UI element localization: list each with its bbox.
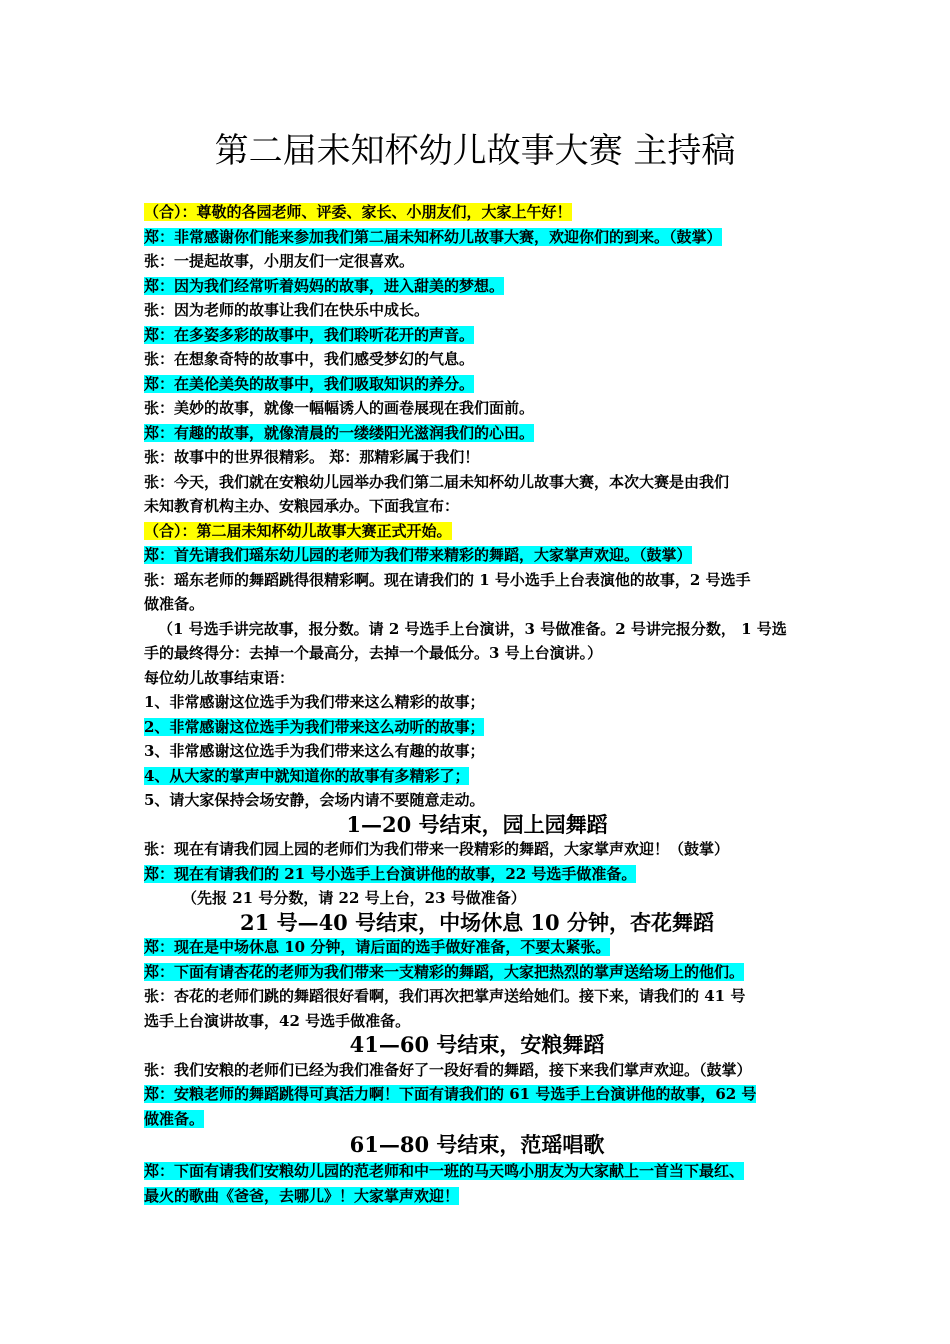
highlighted-script-line xyxy=(144,1107,810,1132)
section-heading xyxy=(144,1131,810,1159)
highlighted-script-line xyxy=(144,372,810,397)
script-line xyxy=(144,494,810,519)
line-text: 做准备。 xyxy=(144,1109,205,1128)
script-line xyxy=(144,837,810,862)
line-text: 3、非常感谢这位选手为我们带来这么有趣的故事； xyxy=(144,742,485,760)
script-line xyxy=(144,690,810,715)
line-text: （1 号选手讲完故事，报分数。请 2 号选手上台演讲，3 号做准备。2 号讲完报分数， 1 号选 xyxy=(158,619,787,638)
highlighted-script-line xyxy=(144,764,810,789)
script-line xyxy=(144,249,810,274)
line-text: 张：我们安粮的老师们已经为我们准备好了一段好看的舞蹈，接下来我们掌声欢迎。（鼓掌） xyxy=(144,1060,752,1079)
line-text: （合）：第二届未知杯幼儿故事大赛正式开始。 xyxy=(144,521,452,540)
line-text: 张：故事中的世界很精彩。 郑：那精彩属于我们！ xyxy=(144,448,480,466)
script-line xyxy=(144,666,810,691)
highlighted-script-line xyxy=(144,421,810,446)
line-text: 4、从大家的掌声中就知道你的故事有多精彩了； xyxy=(144,766,470,785)
highlighted-script-line xyxy=(144,715,810,740)
script-line xyxy=(144,298,810,323)
script-line xyxy=(144,592,810,617)
highlighted-script-line xyxy=(144,1184,810,1209)
script-line xyxy=(144,347,810,372)
line-text: 郑：非常感谢你们能来参加我们第二届未知杯幼儿故事大赛，欢迎你们的到来。（鼓掌） xyxy=(144,227,722,246)
highlighted-script-line xyxy=(144,935,810,960)
line-text: 郑：现在是中场休息 10 分钟，请后面的选手做好准备，不要太紧张。 xyxy=(144,938,611,956)
section-heading xyxy=(144,1033,810,1058)
line-text: 1—20 号结束，园上园舞蹈 xyxy=(346,811,608,837)
line-text: 郑：现在有请我们的 21 号小选手上台演讲他的故事，22 号选手做准备。 xyxy=(144,864,637,883)
page-title: 第二届未知杯幼儿故事大赛 主持稿 xyxy=(214,131,736,171)
line-text: 2、非常感谢这位选手为我们带来这么动听的故事； xyxy=(144,717,485,736)
line-text: 郑：首先请我们瑶东幼儿园的老师为我们带来精彩的舞蹈，大家掌声欢迎。（鼓掌） xyxy=(144,546,692,564)
line-text: 41—60 号结束，安粮舞蹈 xyxy=(349,1032,605,1057)
script-line xyxy=(144,886,810,911)
highlighted-script-line xyxy=(144,274,810,299)
script-line xyxy=(144,617,810,642)
highlighted-script-line xyxy=(144,200,810,225)
line-text: 张：因为老师的故事让我们在快乐中成长。 xyxy=(144,301,430,319)
line-text: 郑：有趣的故事，就像清晨的一缕缕阳光滋润我们的心田。 xyxy=(144,423,535,442)
script-line xyxy=(144,984,810,1009)
script-line xyxy=(144,641,810,666)
highlighted-script-line xyxy=(144,1082,810,1107)
highlighted-script-line xyxy=(144,323,810,348)
highlighted-script-line xyxy=(144,519,810,544)
line-text: 5、请大家保持会场安静，会场内请不要随意走动。 xyxy=(144,791,485,809)
script-line xyxy=(144,568,810,593)
line-text: 21 号—40 号结束，中场休息 10 分钟，杏花舞蹈 xyxy=(240,909,714,935)
script-line xyxy=(144,1058,810,1083)
line-text: 张：今天，我们就在安粮幼儿园举办我们第二届未知杯幼儿故事大赛，本次大赛是由我们 xyxy=(144,472,730,491)
line-text: 61—80 号结束，范瑶唱歌 xyxy=(349,1132,605,1157)
section-heading xyxy=(144,813,810,838)
script-line xyxy=(144,396,810,421)
line-text: 1、非常感谢这位选手为我们带来这么精彩的故事； xyxy=(144,693,485,711)
section-heading xyxy=(144,911,810,936)
line-text: 郑：下面有请我们安粮幼儿园的范老师和中一班的马天鸣小朋友为大家献上一首当下最红、 xyxy=(144,1162,745,1180)
line-text: 未知教育机构主办、安粮园承办。下面我宣布： xyxy=(144,497,460,515)
line-text: 张：美妙的故事，就像一幅幅诱人的画卷展现在我们面前。 xyxy=(144,399,535,417)
highlighted-script-line xyxy=(144,543,810,568)
line-text: 郑：下面有请杏花的老师为我们带来一支精彩的舞蹈，大家把热烈的掌声送给场上的他们。 xyxy=(144,962,745,981)
line-text: 张：一提起故事，小朋友们一定很喜欢。 xyxy=(144,252,415,270)
line-text: 选手上台演讲故事，42 号选手做准备。 xyxy=(144,1011,411,1030)
script-line xyxy=(144,470,810,495)
line-text: 张：在想象奇特的故事中，我们感受梦幻的气息。 xyxy=(144,350,475,368)
line-text: 郑：因为我们经常听着妈妈的故事，进入甜美的梦想。 xyxy=(144,276,505,295)
script-line xyxy=(144,1009,810,1034)
line-text: 每位幼儿故事结束语： xyxy=(144,668,295,687)
line-text: 张：瑶东老师的舞蹈跳得很精彩啊。现在请我们的 1 号小选手上台表演他的故事，2 号选手 xyxy=(144,570,751,589)
line-text: 张：现在有请我们园上园的老师们为我们带来一段精彩的舞蹈，大家掌声欢迎！（鼓掌） xyxy=(144,840,730,858)
script-body xyxy=(144,200,810,1208)
script-line xyxy=(144,788,810,813)
line-text: 张：杏花的老师们跳的舞蹈很好看啊，我们再次把掌声送给她们。接下来，请我们的 41 号 xyxy=(144,987,746,1005)
line-text: 郑：在多姿多彩的故事中，我们聆听花开的声音。 xyxy=(144,325,475,344)
line-text: （先报 21 号分数，请 22 号上台，23 号做准备） xyxy=(182,889,526,907)
highlighted-script-line xyxy=(144,862,810,887)
line-text: 最火的歌曲《爸爸，去哪儿》！大家掌声欢迎！ xyxy=(144,1186,460,1205)
highlighted-script-line xyxy=(144,960,810,985)
highlighted-script-line xyxy=(144,225,810,250)
line-text: 手的最终得分：去掉一个最高分，去掉一个最低分。3 号上台演讲。） xyxy=(144,644,603,662)
highlighted-script-line xyxy=(144,1159,810,1184)
script-line xyxy=(144,445,810,470)
line-text: 郑：安粮老师的舞蹈跳得可真活力啊！下面有请我们的 61 号选手上台演讲他的故事，62 号 xyxy=(144,1085,757,1103)
line-text: （合）：尊敬的各园老师、评委、家长、小朋友们，大家上午好！ xyxy=(144,203,572,221)
line-text: 做准备。 xyxy=(144,595,205,613)
script-line xyxy=(144,739,810,764)
line-text: 郑：在美伦美奂的故事中，我们吸取知识的养分。 xyxy=(144,374,475,393)
